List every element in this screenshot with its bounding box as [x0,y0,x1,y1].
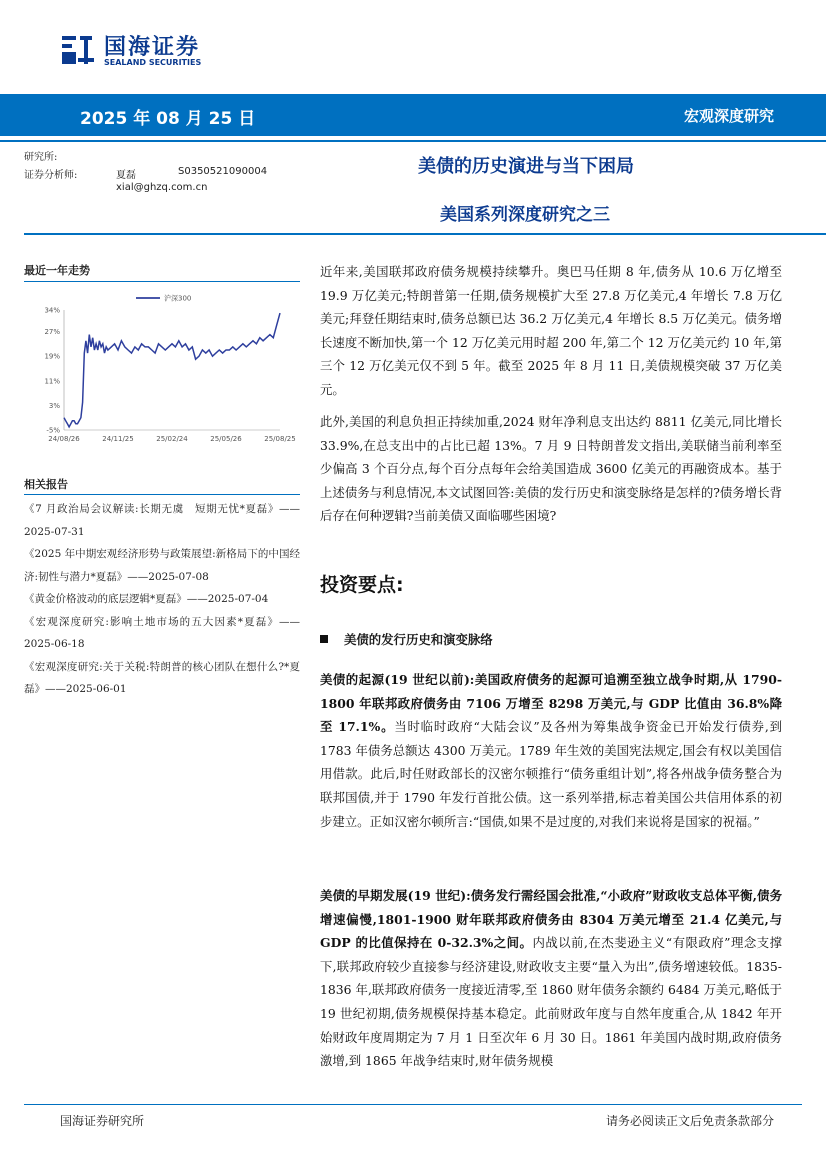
paragraph-origin-lead: 美债的起源(19 世纪以前):美国政府债务的起源可追溯至独立战争时期,从 1790-1800 年联邦政府债务由 7106 万增至 8298 万美元,与 GDP 比值由 36.8%降至 17.1%。 [320,672,782,735]
y-tick-label: 3% [48,401,60,410]
intro-paragraph-1: 近年来,美国联邦政府债务规模持续攀升。奥巴马任期 8 年,债务从 10.6 万亿增至 19.9 万亿美元;特朗普第一任期,债务规模扩大至 27.8 万亿美元,4 年增长 7.8 万亿美元;拜登任期结束时,债务总额已达 36.2 万亿美元,4 年增长 8.5 万亿美元。债务增长速度不断加快,第一个 12 万亿美元用时超 200 年,第二个 12 万亿美元约 10 年,第三个 12 万亿美元仅不到 5 年。截至 2025 年 8 月 11 日,美债规模突破 37 万亿美元。 [320,264,782,397]
logo-text-cn: 国海证券 [104,35,201,60]
report-title: 美债的历史演进与当下困局 [418,156,634,177]
report-date: 2025 年 08 月 25 日 [80,109,256,129]
legend-label: 沪深300 [164,294,192,303]
footer-divider [24,1104,802,1105]
institute-label: 研究所: [24,152,58,163]
y-tick-label: 19% [44,352,60,361]
paragraph-early-text: 内战以前,在杰斐逊主义“有限政府”理念支撑下,联邦政府较少直接参与经济建设,财政收支主要“量入为出”,债务增速较低。1835-1836 年,联邦政府债务一度接近清零,至 1860 财年债务余额约 6484 万美元,略低于 19 世纪初期,债务规模保持基本稳定。此前财政年度与自然年度重合,从 1842 年开始财政年度周期定为 7 月 1 日至次年 6 月 30 日。1861 年美国内战时期,政府债务激增,到 1865 年战争结束时,财年债务规模 [320,935,782,1069]
paragraph-origin-text: 当时临时政府“大陆会议”及各州为筹集战争资金已开始发行债券,到 1783 年债务总额达 4300 万美元。1789 年生效的美国宪法规定,国会有权以美国信用借款。此后,时任财政部长的汉密尔顿推行“债务重组计划”,将各州战争债务整合为联邦国债,并于 1790 年发行首批公债。这一系列举措,标志着美国公共信用体系的初步建立。正如汉密尔顿所言:“国债,如果不是过度的,对我们来说将是国家的祝福。” [320,719,783,829]
x-tick-label: 25/02/24 [156,435,188,443]
divider [24,233,826,235]
bullet-square-icon [320,635,328,643]
bullet-heading-text: 美债的发行历史和演变脉络 [344,632,493,647]
y-tick-label: -5% [46,426,60,435]
x-tick-label: 24/11/25 [102,435,134,443]
analyst-email[interactable]: xial@ghzq.com.cn [116,182,208,193]
report-type: 宏观深度研究 [683,107,774,125]
bullet-heading [320,630,493,648]
y-tick-label: 27% [44,328,60,337]
x-tick-label: 25/05/26 [210,435,242,443]
analyst-id: S0350521090004 [178,166,268,177]
analyst-name: 夏磊 [116,170,136,181]
y-tick-label: 34% [44,306,60,315]
related-report-item[interactable]: 《2025 年中期宏观经济形势与政策展望:新格局下的中国经济:韧性与潜力*夏磊》——2025-07-08 [24,548,300,583]
intro-paragraph-2: 此外,美国的利息负担正持续加重,2024 财年净利息支出达约 8811 亿美元,同比增长 33.9%,在总支出中的占比已超 13%。7 月 9 日特朗普发文指出,美联储当前利率至少偏高 3 个百分点,每个百分点每年会给美国造成 3600 亿美元的再融资成本。基于上述债务与利息情况,本文试图回答:美债的发行历史和演变脉络是怎样的?债务增长背后存在何种逻辑?当前美债又面临哪些困境? [320,414,782,524]
divider [24,281,300,282]
x-tick-label: 25/08/25 [264,435,296,443]
analyst-label: 证券分析师: [24,170,78,181]
divider [24,494,300,495]
x-tick-label: 24/08/26 [48,435,80,443]
header-banner [0,94,826,136]
sealand-logo-icon [60,32,96,68]
related-report-item[interactable]: 《黄金价格波动的底层逻辑*夏磊》——2025-07-04 [24,593,269,605]
paragraph-early-lead: 美债的早期发展(19 世纪):债务发行需经国会批准,“小政府”财政收支总体平衡,债务增速偏慢,1801-1900 财年联邦政府债务由 8304 万美元增至 21.4 亿美元,与 GDP 的比值保持在 0-32.3%之间。 [320,888,782,951]
section-heading: 投资要点: [320,574,404,596]
paragraph-early [320,884,782,1073]
trend-chart [24,286,300,446]
trend-heading: 最近一年走势 [24,264,90,277]
y-tick-label: 11% [44,377,60,386]
series-line-csi300 [64,313,280,427]
related-report-item[interactable]: 《宏观深度研究:关于关税:特朗普的核心团队在想什么?*夏磊》——2025-06-01 [24,660,300,695]
related-report-item[interactable]: 《7 月政治局会议解读:长期无虞 短期无忧*夏磊》——2025-07-31 [24,503,300,538]
footer-institute: 国海证券研究所 [60,1114,145,1128]
company-logo [60,30,220,70]
paragraph-origin [320,668,782,833]
logo-text-en: SEALAND SECURITIES [104,58,202,67]
related-reports-heading: 相关报告 [24,478,68,491]
divider [0,140,826,142]
footer-disclaimer: 请务必阅读正文后免责条款部分 [605,1114,774,1128]
trend-chart-svg [24,286,300,446]
report-subtitle: 美国系列深度研究之三 [440,205,610,225]
related-reports-list [24,498,300,701]
related-report-item[interactable]: 《宏观深度研究:影响土地市场的五大因素*夏磊》——2025-06-18 [24,615,300,650]
